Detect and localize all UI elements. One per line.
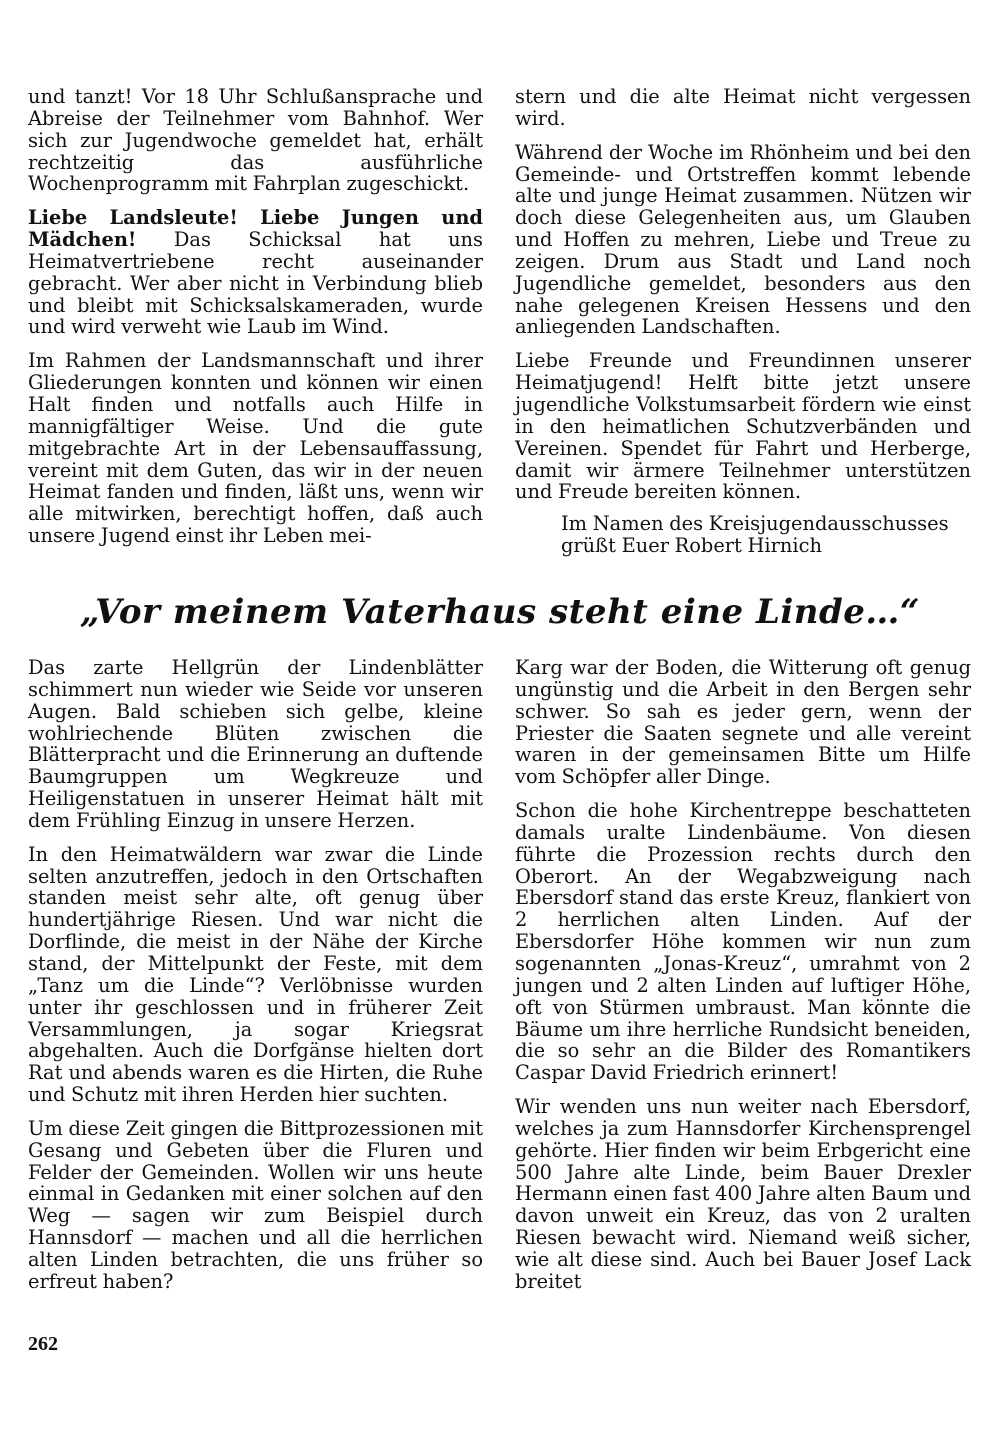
paragraph: Schon die hohe Kirchentreppe beschatteten damals uralte Lindenbäume. Von diesen führte die Prozession rechts durch den Oberort. An der Wegabzweigung nach Ebersdorf stand das erste Kreuz, flankiert von 2 herrlichen alten Linden. Auf der Ebersdorfer Höhe kommen wir nun zum sogenannten „Jonas-Kreuz“, umrahmt von 2 jungen und 2 alten Linden auf luftiger Höhe, oft von Stürmen umbraust. Man könnte die Bäume um ihre herrliche Rundsicht beneiden, die so sehr an die Bilder des Romantikers Caspar David Friedrich erinnert! (515, 799, 971, 1085)
upper-right-column (515, 86, 971, 569)
paragraph: Wir wenden uns nun weiter nach Ebersdorf, welches ja zum Hannsdorfer Kirchensprengel gehörte. Hier finden wir beim Erbgericht eine 500 Jahre alte Linde, beim Bauer Drexler Hermann einen fast 400 Jahre alten Baum und davon unweit ein Kreuz, das von 2 uralten Riesen bewacht wird. Niemand weiß sicher, wie alt diese sind. Auch bei Bauer Josef Lack breitet (515, 1095, 972, 1293)
lower-right-column (515, 657, 971, 1305)
paragraph: Während der Woche im Rhönheim und bei den Gemeinde- und Ortstreffen kommt lebende alte und junge Heimat zusammen. Nützen wir doch diese Gelegenheiten aus, um Glauben und Hoffen zu mehren, Liebe und Treue zu zeigen. Drum aus Stadt und Land noch Jugendliche gemeldet, besonders aus den nahe gelegenen Kreisen Hessens und den anliegenden Landschaften. (515, 140, 971, 339)
signoff-line-2: grüßt Euer Robert Hirnich (561, 534, 822, 558)
signoff-line-1: Im Namen des Kreisjugendausschusses (561, 512, 949, 536)
paragraph: Um diese Zeit gingen die Bittprozessionen mit Gesang und Gebeten über die Fluren und Felder der Gemeinden. Wollen wir uns heute einmal in Gedanken mit einer solchen auf den Weg — sagen wir zum Beispiel durch Hannsdorf — machen und all die herrlichen alten Linden betrachten, die uns früher so erfreut haben? (28, 1116, 483, 1293)
paragraph: Liebe Freunde und Freundinnen unserer Heimatjugend! Helft bitte jetzt unsere jugendliche Volkstumsarbeit fördern wie einst in den heimatlichen Schutzverbänden und Vereinen. Spendet für Fahrt und Herberge, damit wir ärmere Teilnehmer unterstützen und Freude bereiten können. (515, 349, 971, 504)
lower-left-column (28, 657, 483, 1305)
paragraph: Liebe Landsleute! Liebe Jungen und Mädchen! Das Schicksal hat uns Heimatvertriebene recht auseinander gebracht. Wer aber nicht in Verbindung blieb und bleibt mit Schicksalskameraden, wurde und wird verweht wie Laub im Wind. (28, 206, 483, 339)
article-title: „Vor meinem Vaterhaus steht eine Linde…“ (80, 592, 920, 632)
paragraph: Das zarte Hellgrün der Lindenblätter schimmert nun wieder wie Seide vor unseren Augen. Bald schieben sich gelbe, kleine wohlriechende Blüten zwischen die Blätterpracht und die Erinnerung an duftende Baumgruppen um Wegkreuze und Heiligenstatuen in unserer Heimat hält mit dem Frühling Einzug in unsere Herzen. (28, 656, 483, 832)
paragraph: In den Heimatwäldern war zwar die Linde selten anzutreffen, jedoch in den Ortschaften standen meist sehr alte, oft genug über hundertjährige Riesen. Und war nicht die Dorflinde, die meist in der Nähe der Kirche stand, der Mittelpunkt der Feste, mit dem „Tanz um die Linde“? Verlöbnisse wurden unter ihr geschlossen und in früherer Zeit Versammlungen, ja sogar Kriegsrat abgehalten. Auch die Dorfgänse hielten dort Rat und abends waren es die Hirten, die Ruhe und Schutz mit ihren Herden hier suchten. (28, 842, 483, 1107)
paragraph: und tanzt! Vor 18 Uhr Schlußansprache und Abreise der Teilnehmer vom Bahnhof. Wer sich zur Jugendwoche gemeldet hat, erhält rechtzeitig das ausführliche Wochenprogramm mit Fahrplan zugeschickt. (28, 85, 483, 196)
bold-salutation: Liebe Landsleute! Liebe Jungen und Mädchen! (28, 206, 483, 252)
upper-left-column (28, 86, 483, 559)
paragraph: stern und die alte Heimat nicht vergessen wird. (515, 85, 971, 130)
page-number: 262 (28, 1333, 58, 1355)
signoff (515, 513, 971, 557)
paragraph: Karg war der Boden, die Witterung oft genug ungünstig und die Arbeit in den Bergen sehr schwer. So sah es jeder gern, wenn der Priester die Saaten segnete und alle vereint waren in der gemeinsamen Bitte um Hilfe vom Schöpfer aller Dinge. (515, 656, 971, 789)
paragraph: Im Rahmen der Landsmannschaft und ihrer Gliederungen konnten und können wir einen Halt finden und notfalls auch Hilfe in mannigfältiger Weise. Und die gute mitgebrachte Art in der Lebensauffassung, vereint mit dem Guten, das wir in der neuen Heimat fanden und finden, läßt uns, wenn wir alle mitwirken, berechtigt hoffen, daß auch unsere Jugend einst ihr Leben mei- (28, 349, 483, 548)
